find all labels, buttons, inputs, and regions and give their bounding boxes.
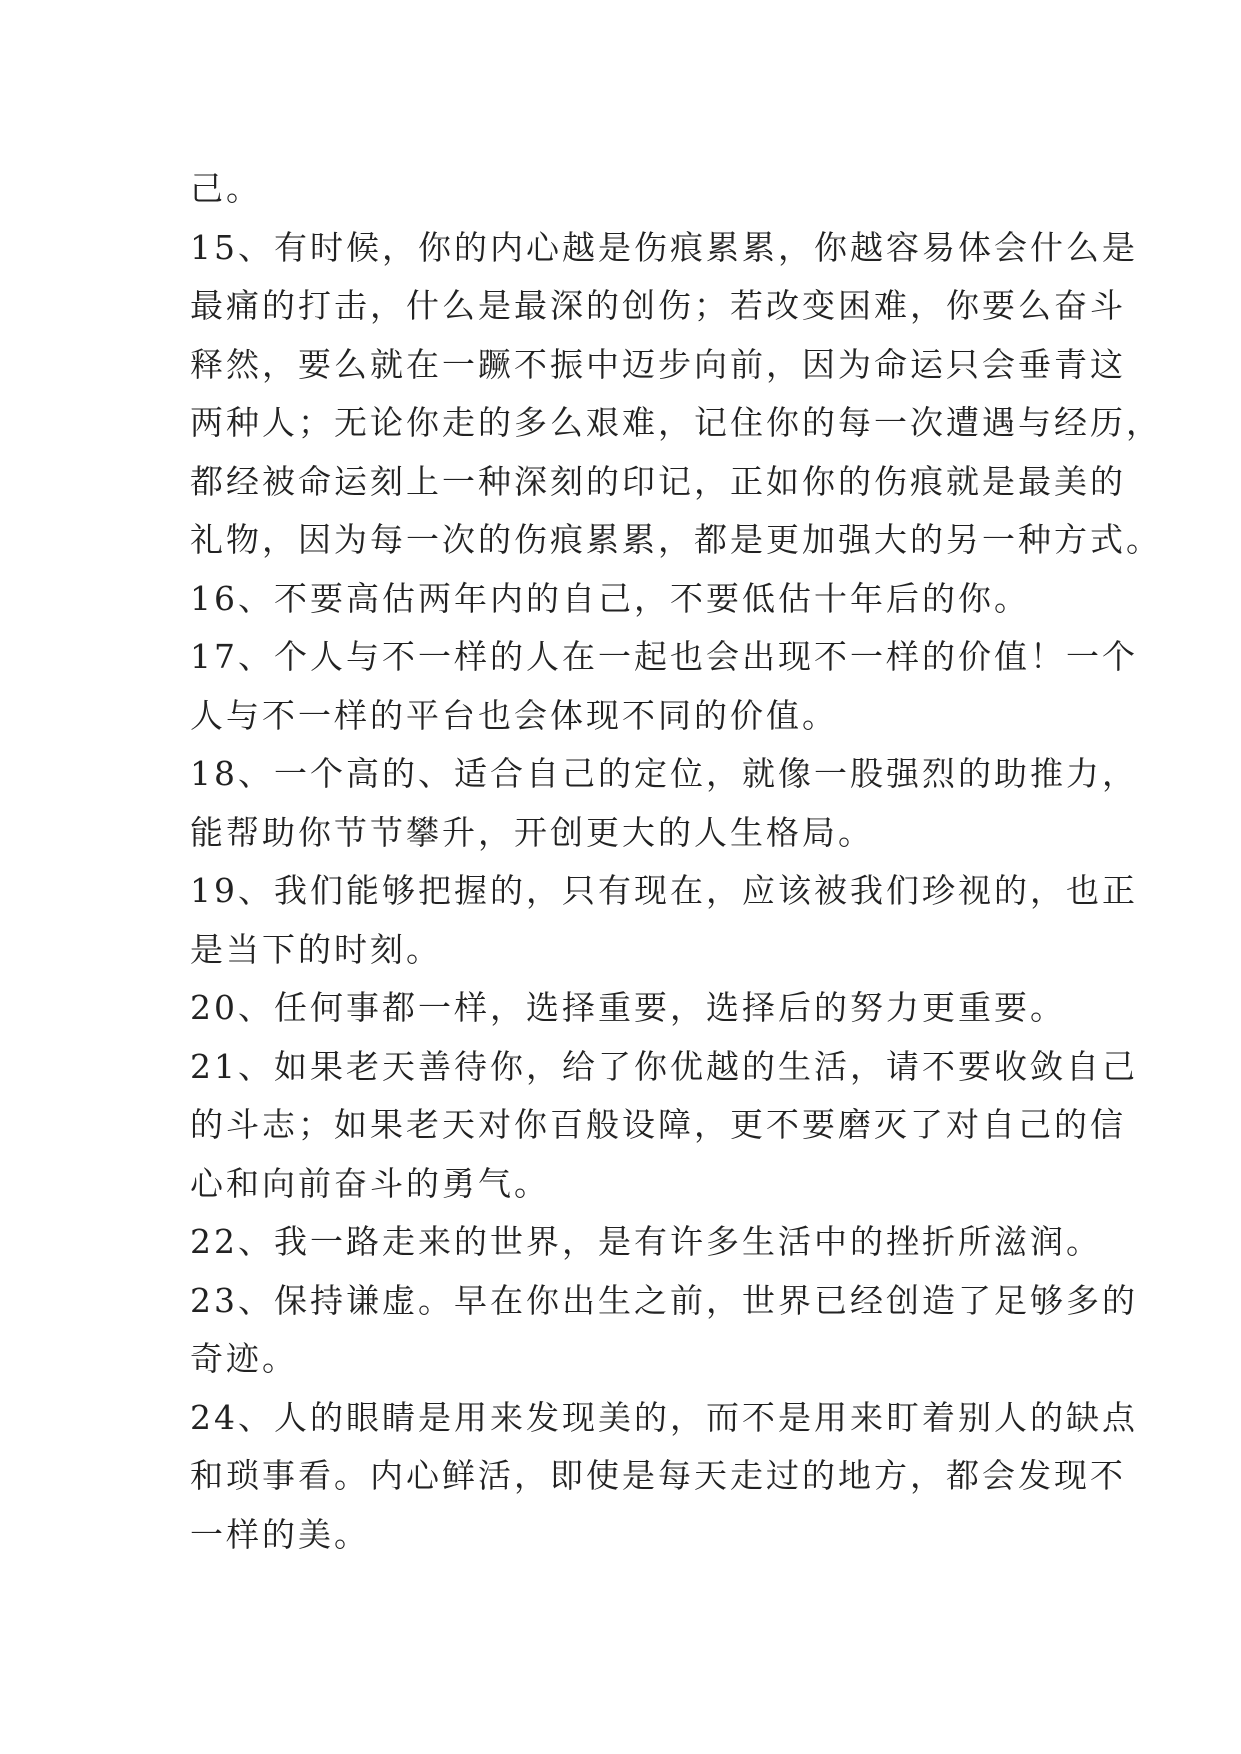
text-line: 22、我一路走来的世界，是有许多生活中的挫折所滋润。 xyxy=(190,1222,1102,1261)
text-line: 19、我们能够把握的，只有现在，应该被我们珍视的，也正 xyxy=(190,871,1138,910)
text-line: 都经被命运刻上一种深刻的印记，正如你的伤痕就是最美的 xyxy=(190,461,1126,501)
text-line: 释然，要么就在一蹶不振中迈步向前，因为命运只会垂青这 xyxy=(190,344,1126,384)
text-line: 是当下的时刻。 xyxy=(190,929,442,969)
text-line: 24、人的眼睛是用来发现美的，而不是用来盯着别人的缺点 xyxy=(190,1397,1138,1437)
text-line: 人与不一样的平台也会体现不同的价值。 xyxy=(190,695,838,735)
text-line: 16、不要高估两年内的自己，不要低估十年后的你。 xyxy=(190,578,1030,618)
text-line: 礼物，因为每一次的伤痕累累，都是更加强大的另一种方式。 xyxy=(190,520,1162,559)
text-line: 23、保持谦虚。早在你出生之前，世界已经创造了足够多的 xyxy=(190,1280,1138,1320)
text-line: 奇迹。 xyxy=(190,1339,298,1378)
text-line: 最痛的打击，什么是最深的创伤；若改变困难，你要么奋斗 xyxy=(190,286,1126,325)
text-line: 一样的美。 xyxy=(190,1514,370,1554)
document-body xyxy=(190,160,1162,1564)
text-line: 己。 xyxy=(190,169,262,208)
text-line: 15、有时候，你的内心越是伤痕累累，你越容易体会什么是 xyxy=(190,227,1138,267)
text-line: 心和向前奋斗的勇气。 xyxy=(190,1163,550,1203)
text-line: 两种人；无论你走的多么艰难，记住你的每一次遭遇与经历， xyxy=(190,403,1162,442)
text-line: 18、一个高的、适合自己的定位，就像一股强烈的助推力， xyxy=(190,754,1138,793)
text-line: 17、个人与不一样的人在一起也会出现不一样的价值！一个 xyxy=(190,637,1138,676)
text-line: 能帮助你节节攀升，开创更大的人生格局。 xyxy=(190,812,874,852)
text-line: 21、如果老天善待你，给了你优越的生活，请不要收敛自己 xyxy=(190,1046,1138,1086)
text-line: 和琐事看。内心鲜活，即使是每天走过的地方，都会发现不 xyxy=(190,1456,1126,1495)
text-line: 20、任何事都一样，选择重要，选择后的努力更重要。 xyxy=(190,988,1066,1027)
text-line: 的斗志；如果老天对你百般设障，更不要磨灭了对自己的信 xyxy=(190,1105,1126,1144)
